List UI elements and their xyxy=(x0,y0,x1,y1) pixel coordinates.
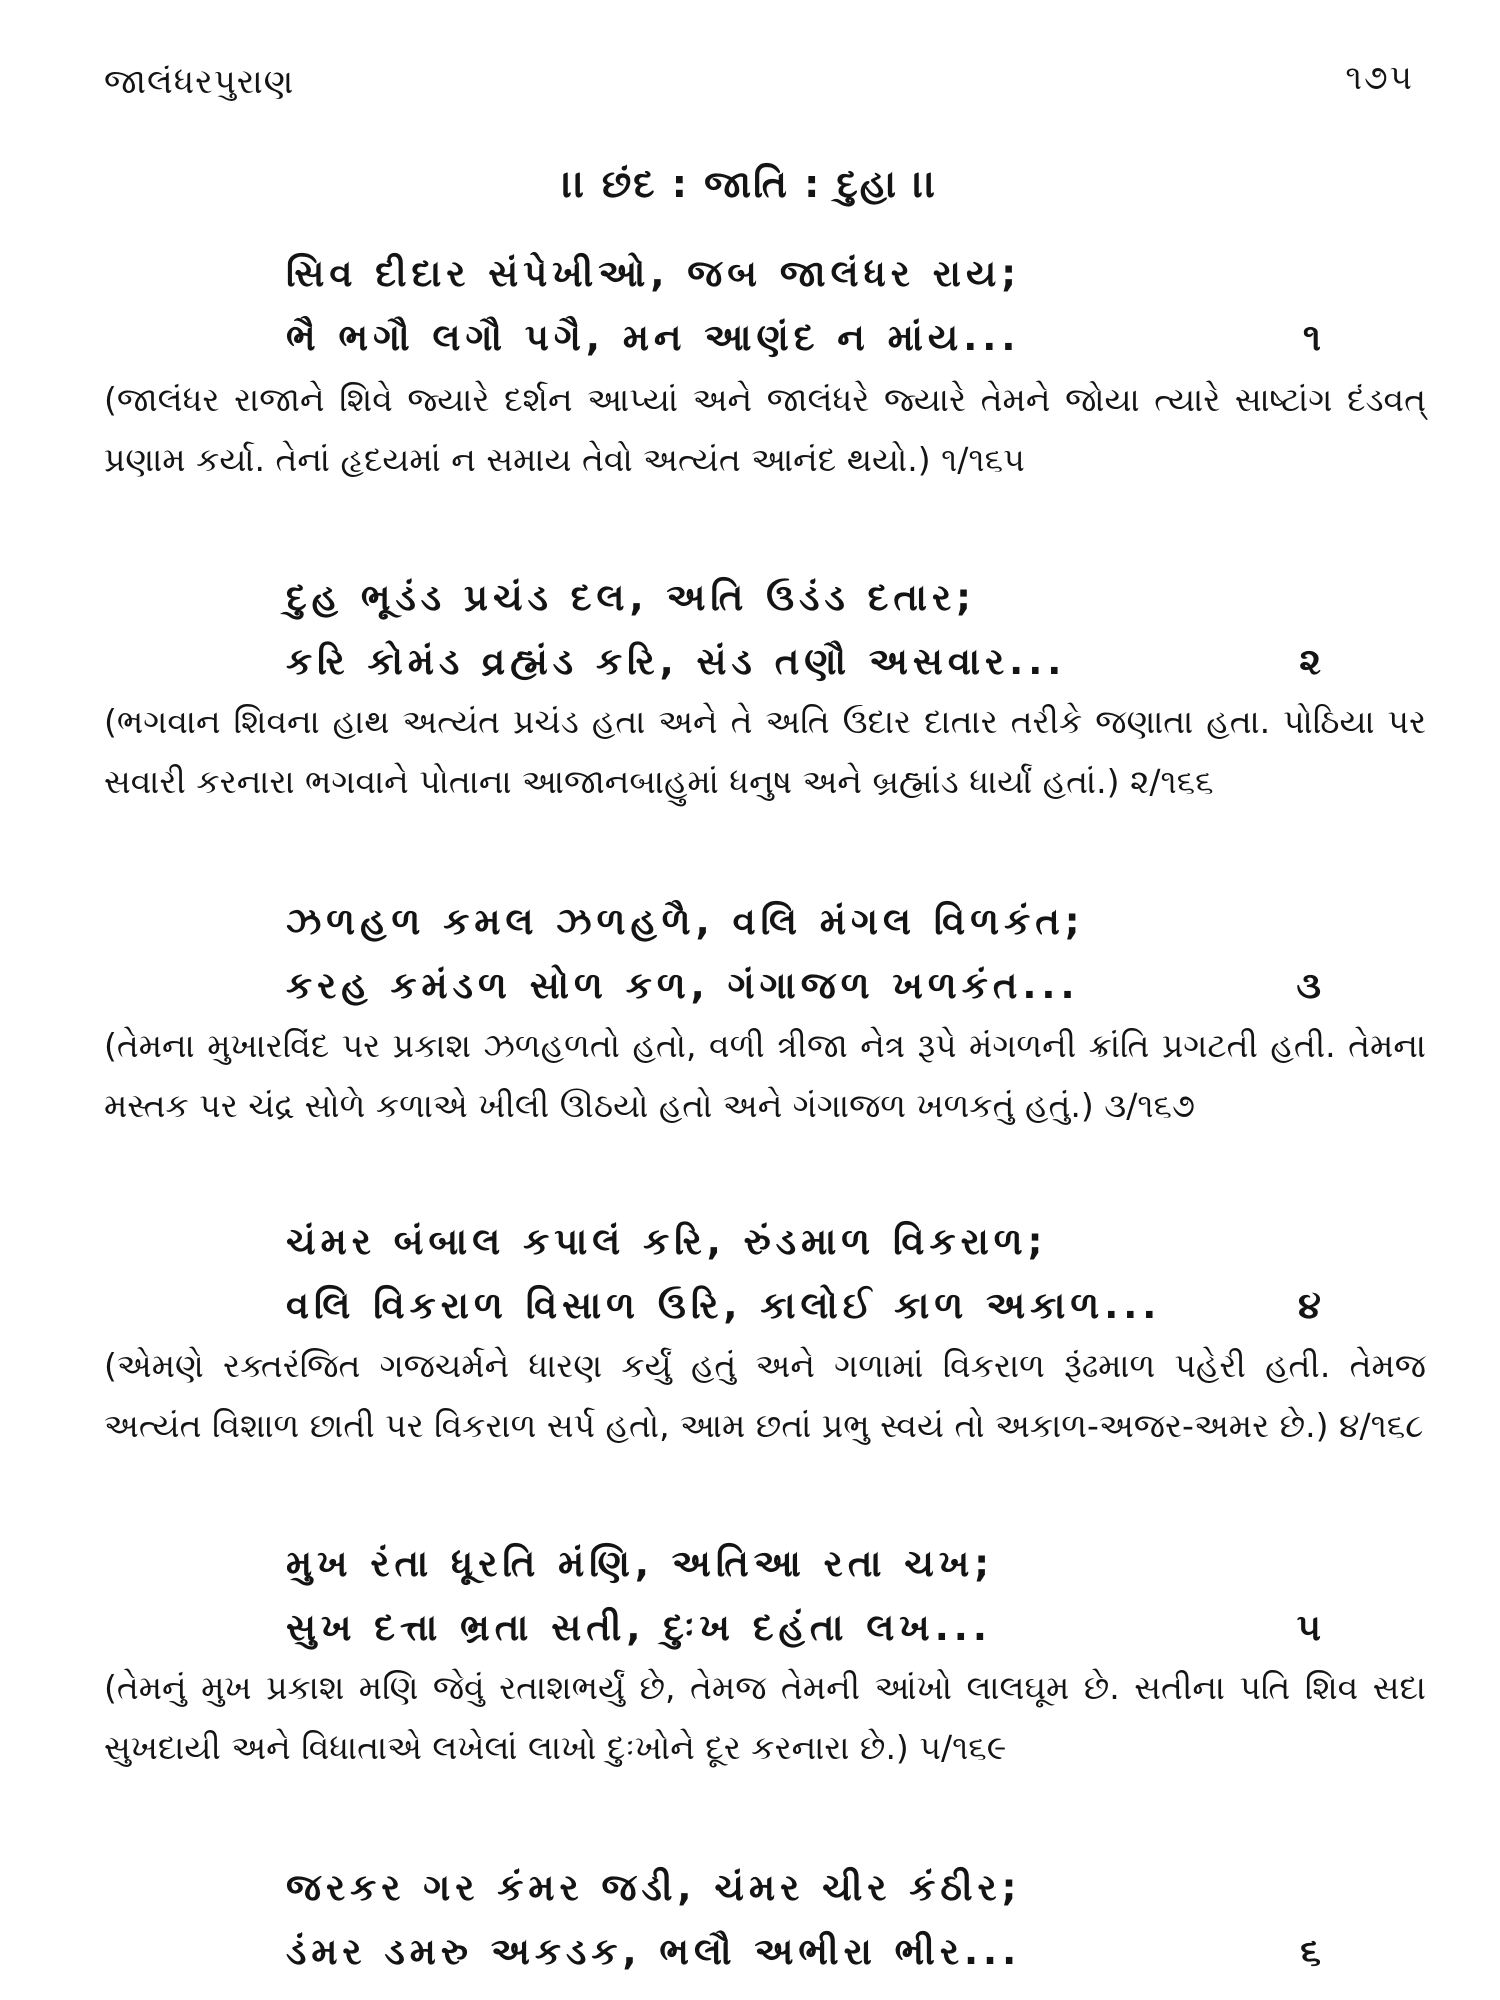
verse-line xyxy=(286,1274,1326,1338)
verse-1 xyxy=(286,242,1326,370)
verse-6 xyxy=(286,1856,1326,1984)
verse-number: ૨ xyxy=(1299,640,1326,683)
verse-number: ૪ xyxy=(1298,1284,1326,1327)
explanation-5 xyxy=(104,1658,1426,1778)
verse-text: દુહ ભૂડંડ પ્રચંડ દલ, અતિ ઉડંડ દતાર; xyxy=(286,576,976,619)
verse-line xyxy=(286,630,1326,694)
verse-line xyxy=(286,1532,1326,1596)
explanation-text: (તેમના મુખારવિંદ પર પ્રકાશ ઝળહળતો હતો, વળી ત્રીજા નેત્ર રૂપે મંગળની ક્રાંતિ પ્રગટતી હતી. તેમના મસ્તક પર ચંદ્ર સોળે કળાએ ખીલી ઊઠયો હતો અને ગંગાજળ ખળકતું હતું.) xyxy=(104,1026,1426,1125)
verse-line xyxy=(286,1210,1326,1274)
verse-text: કરહ કમંડળ સોળ કળ, ગંગાજળ ખળકંત... xyxy=(286,964,1080,1007)
verse-line xyxy=(286,242,1326,306)
page-number: ૧૭૫ xyxy=(1345,58,1414,98)
explanation-text: (જાલંધર રાજાને શિવે જ્યારે દર્શન આપ્યાં અને જાલંધરે જ્યારે તેમને જોયા ત્યારે સાષ્ટાંગ દંડવત્ પ્રણામ કર્યા. તેનાં હૃદયમાં ન સમાય તેવો અત્યંત આનંદ થયો.) xyxy=(104,380,1426,479)
verse-line xyxy=(286,1856,1326,1920)
verse-reference: ૩/૧૬૭ xyxy=(1104,1086,1195,1125)
verse-text: મુખ રંતા ધૂરતિ મંણિ, અતિઆ રતા ચખ; xyxy=(286,1542,995,1585)
verse-number: ૩ xyxy=(1296,964,1326,1007)
verse-text: સિવ દીદાર સંપેખીઓ, જબ જાલંધર રાય; xyxy=(286,252,1022,295)
verse-line xyxy=(286,1596,1326,1660)
verse-text: જરકર ગર કંમર જડી, ચંમર ચીર કંઠીર; xyxy=(286,1866,1022,1909)
verse-reference: ૫/૧૬૯ xyxy=(919,1728,1007,1767)
verse-reference: ૨/૧૬૬ xyxy=(1129,762,1214,801)
verse-text: સુખ દત્તા ભ્રતા સતી, દુઃખ દહંતા લખ... xyxy=(286,1606,992,1649)
verse-text: કરિ કોમંડ વ્રહ્મંડ કરિ, સંડ તણૌ અસવાર... xyxy=(286,640,1067,683)
verse-text: ડંમર ડમરુ અકડક, ભલૌ અભીરા ભીર... xyxy=(286,1930,1022,1973)
verse-reference: ૧/૧૬૫ xyxy=(941,440,1025,479)
verse-line xyxy=(286,890,1326,954)
verse-reference: ૪/૧૬૮ xyxy=(1339,1406,1424,1445)
explanation-text: (એમણે રક્તરંજિત ગજચર્મને ધારણ કર્યું હતું અને ગળામાં વિકરાળ રૂંઢમાળ પહેરી હતી. તેમજ અત્યંત વિશાળ છાતી પર વિકરાળ સર્પ હતો, આમ છતાં પ્રભુ સ્વયં તો અકાળ-અજર-અમર છે.) xyxy=(104,1346,1426,1445)
verse-line xyxy=(286,306,1326,370)
explanation-2 xyxy=(104,692,1426,812)
explanation-1 xyxy=(104,370,1426,490)
verse-2 xyxy=(286,566,1326,694)
explanation-text: (તેમનું મુખ પ્રકાશ મણિ જેવું રતાશભર્યું છે, તેમજ તેમની આંખો લાલઘૂમ છે. સતીના પતિ શિવ સદા સુખદાયી અને વિધાતાએ લખેલાં લાખો દુઃખોને દૂર કરનારા છે.) xyxy=(104,1668,1426,1767)
verse-number: ૫ xyxy=(1296,1606,1326,1649)
verse-number: ૬ xyxy=(1300,1930,1326,1973)
verse-text: ઝળહળ કમલ ઝળહળૈ, વલિ મંગલ વિળકંત; xyxy=(286,900,1085,943)
explanation-3 xyxy=(104,1016,1426,1136)
running-header: જાલંધરપુરાણ xyxy=(104,62,295,102)
verse-4 xyxy=(286,1210,1326,1338)
verse-5 xyxy=(286,1532,1326,1660)
verse-line xyxy=(286,1920,1326,1984)
verse-text: ચંમર બંબાલ કપાલં કરિ, રુંડમાળ વિકરાળ; xyxy=(286,1220,1048,1263)
verse-3 xyxy=(286,890,1326,1018)
verse-text: ભૈ ભગૌ લગૌ પગૈ, મન આણંદ ન માંય... xyxy=(286,316,1021,359)
verse-line xyxy=(286,954,1326,1018)
verse-number: ૧ xyxy=(1302,316,1326,359)
explanation-text: (ભગવાન શિવના હાથ અત્યંત પ્રચંડ હતા અને તે અતિ ઉદાર દાતાર તરીકે જણાતા હતા. પોઠિયા પર સવારી કરનારા ભગવાને પોતાના આજાનબાહુમાં ધનુષ અને બ્રહ્માંડ ધાર્યાં હતાં.) xyxy=(104,702,1426,801)
verse-line xyxy=(286,566,1326,630)
verse-text: વલિ વિકરાળ વિસાળ ઉરિ, કાલોઈ કાળ અકાળ... xyxy=(286,1284,1162,1327)
explanation-4 xyxy=(104,1336,1426,1456)
section-heading: ।। છંદ : જાતિ : દુહા ।। xyxy=(562,162,938,206)
